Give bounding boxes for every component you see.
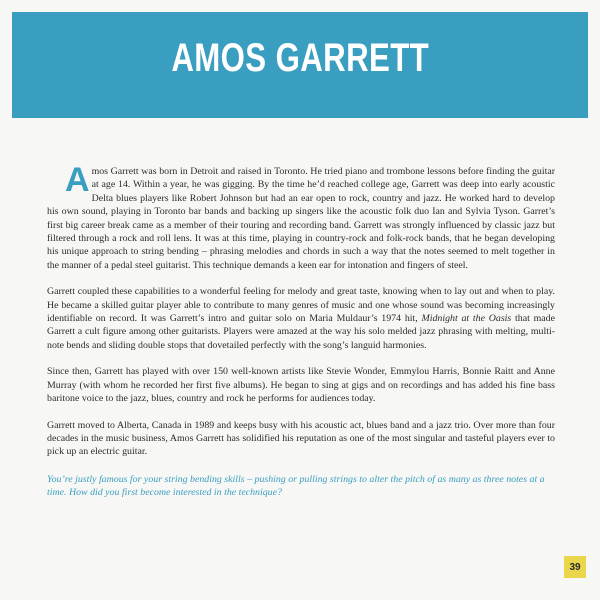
paragraph-1: [47, 161, 555, 272]
paragraph-2: [47, 285, 555, 352]
song-title: Midnight at the Oasis: [421, 313, 512, 325]
paragraph-3: Since then, Garrett has played with over 150 well-known artists like Stevie Wonder, Emmylou Harris, Bonnie Raitt and Anne Murray (with whom he recorded her first five albums). He began to sing at gigs and on recordings and has added his fine bass baritone voice to the jazz, blues, country and rock he performs for audiences today.: [47, 366, 555, 405]
article-body: [47, 161, 555, 500]
drop-cap: A: [65, 161, 90, 199]
page-number: 39: [564, 556, 586, 578]
paragraph-2-text-before: Garrett coupled these capabilities to a wonderful feeling for melody and great taste, knowing when to lay out and when to play. He became a skilled guitar player able to contribute to many genres of music and one whose sound was becoming increasingly identifiable on record. It was Garrett’s intro and guitar solo on Maria Muldaur’s 1974 hit,: [47, 286, 555, 325]
header-band: [12, 12, 588, 118]
page-title: AMOS GARRETT: [171, 35, 429, 80]
interview-question: You’re justly famous for your string bending skills – pushing or pulling strings to alter the pitch of as many as three notes at a time. How did you first become interested in the technique?: [47, 473, 545, 499]
paragraph-1-text: mos Garrett was born in Detroit and raised in Toronto. He tried piano and trombone lessons before finding the guitar at age 14. Within a year, he was gigging. By the time he’d reached college age, Garrett was deep into early acoustic Delta blues players like Robert Johnson but had an ear open to rock, country and jazz. He worked hard to develop his own sound, playing in Toronto bar bands and backing up singers like the acoustic folk duo Ian and Sylvia Tyson. Garret’s first big career break came as a member of their touring and recording band. Garrett was strongly influenced by classic jazz but filtered through a rock and roll lens. It was at this time, playing in country-rock and folk-rock bands, that he began developing his unique approach to string bending – phrasing melodies and chords in such a way that the notes seemed to melt together in the manner of a pedal steel guitarist. This technique demands a keen ear for intonation and fingers of steel.: [47, 166, 555, 271]
paragraph-2-text-after: that made Garrett a cult figure among other guitarists. Players were amazed at the way his solo melded jazz phrasing with melting, multi-note bends and sliding double stops that dovetailed perfectly with the song’s languid harmonies.: [47, 313, 555, 351]
paragraph-4: Garrett moved to Alberta, Canada in 1989 and keeps busy with his acoustic act, blues band and a jazz trio. Over more than four decades in the music business, Amos Garrett has solidified his reputation as one of the most singular and tasteful players ever to pick up an electric guitar.: [47, 419, 555, 458]
